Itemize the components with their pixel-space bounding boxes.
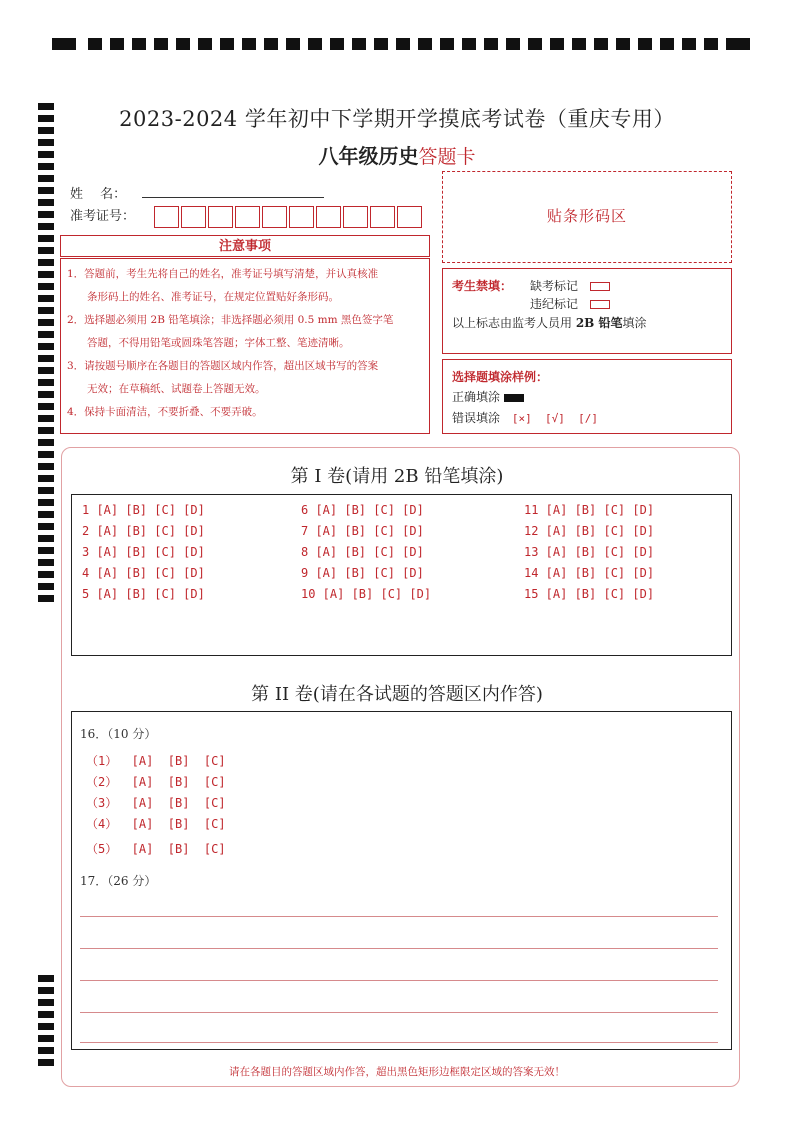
proctor-only-title: 考生禁填： <box>452 279 513 293</box>
timing-mark <box>38 235 54 242</box>
timing-mark <box>38 1023 54 1030</box>
question-16-sub-5[interactable]: （5） [A] [B] [C] <box>86 842 226 856</box>
timing-mark <box>38 547 54 554</box>
choice-question-12[interactable]: 12 [A] [B] [C] [D] <box>524 524 655 538</box>
timing-mark <box>38 319 54 326</box>
correct-fill-label: 正确填涂 <box>452 390 501 404</box>
timing-mark <box>638 38 652 50</box>
part1-answer-box <box>71 494 732 656</box>
answer-card-label: 答题卡 <box>418 146 476 168</box>
correct-fill-mark <box>504 394 524 402</box>
correct-fill-row <box>452 388 524 405</box>
timing-mark <box>462 38 476 50</box>
timing-mark <box>38 331 54 338</box>
answer-line[interactable] <box>80 1042 718 1043</box>
left-timing-marks-lower <box>38 975 54 1065</box>
timing-mark <box>330 38 344 50</box>
wrong-fill-row <box>452 409 598 426</box>
timing-mark <box>52 38 76 50</box>
proctor-note <box>452 314 647 331</box>
timing-mark <box>308 38 322 50</box>
exam-id-digit-box[interactable] <box>316 206 341 228</box>
subject-title <box>0 140 794 169</box>
proctor-note-text: 填涂 <box>622 316 647 330</box>
wrong-fill-marks: [×] [√] [/] <box>511 412 598 425</box>
footer-warning: 请在各题目的答题区域内作答，超出黑色矩形边框限定区域的答案无效！ <box>229 1066 565 1078</box>
answer-line[interactable] <box>80 916 718 917</box>
notice-item: 无效；在草稿纸、试题卷上答题无效。 <box>87 383 266 395</box>
timing-mark <box>38 259 54 266</box>
timing-mark <box>38 1047 54 1054</box>
timing-mark <box>38 499 54 506</box>
timing-mark <box>38 379 54 386</box>
timing-mark <box>38 559 54 566</box>
timing-mark <box>38 595 54 602</box>
timing-mark <box>38 175 54 182</box>
proctor-note-text: 以上标志由监考人员用 <box>452 316 576 330</box>
timing-mark <box>352 38 366 50</box>
fill-sample-title: 选择题填涂样例： <box>452 370 549 384</box>
top-timing-marks <box>52 38 752 52</box>
exam-id-digit-box[interactable] <box>343 206 368 228</box>
timing-mark <box>440 38 454 50</box>
proctor-only-box <box>442 268 732 354</box>
timing-mark <box>38 223 54 230</box>
timing-mark <box>88 38 102 50</box>
timing-mark <box>616 38 630 50</box>
exam-id-digit-box[interactable] <box>370 206 395 228</box>
timing-mark <box>38 355 54 362</box>
choice-question-14[interactable]: 14 [A] [B] [C] [D] <box>524 566 655 580</box>
timing-mark <box>660 38 674 50</box>
timing-mark <box>528 38 542 50</box>
choice-question-4[interactable]: 4 [A] [B] [C] [D] <box>82 566 205 580</box>
timing-mark <box>38 987 54 994</box>
exam-id-digit-box[interactable] <box>154 206 179 228</box>
name-label: 姓 名： <box>70 187 127 202</box>
timing-mark <box>550 38 564 50</box>
absent-mark-label: 缺考标记 <box>530 279 579 293</box>
timing-mark <box>154 38 168 50</box>
question-16-label: 16．（10 分） <box>80 727 157 741</box>
fill-sample-box <box>442 359 732 434</box>
timing-mark <box>38 999 54 1006</box>
timing-mark <box>38 1011 54 1018</box>
timing-mark <box>38 451 54 458</box>
exam-id-boxes[interactable] <box>154 206 424 228</box>
absent-mark-row <box>530 277 610 294</box>
notice-body <box>60 258 430 434</box>
part1-title: 第 I 卷(请用 2B 铅笔填涂) <box>290 466 504 487</box>
timing-mark <box>38 975 54 982</box>
timing-mark <box>38 343 54 350</box>
timing-mark <box>38 367 54 374</box>
timing-mark <box>418 38 432 50</box>
timing-mark <box>704 38 718 50</box>
choice-question-3[interactable]: 3 [A] [B] [C] [D] <box>82 545 205 559</box>
exam-id-digit-box[interactable] <box>181 206 206 228</box>
timing-mark <box>38 283 54 290</box>
timing-mark <box>38 295 54 302</box>
timing-mark <box>726 38 750 50</box>
exam-id-digit-box[interactable] <box>262 206 287 228</box>
answer-line[interactable] <box>80 1012 718 1013</box>
choice-question-8[interactable]: 8 [A] [B] [C] [D] <box>301 545 424 559</box>
notice-item: 3．请按题号顺序在各题目的答题区域内作答，超出区域书写的答案 <box>67 360 379 372</box>
timing-mark <box>286 38 300 50</box>
exam-id-digit-box[interactable] <box>289 206 314 228</box>
exam-id-digit-box[interactable] <box>397 206 422 228</box>
question-17-label: 17．（26 分） <box>80 874 157 888</box>
answer-line[interactable] <box>80 948 718 949</box>
proctor-note-bold: 2B 铅笔 <box>575 316 623 330</box>
timing-mark <box>242 38 256 50</box>
choice-question-9[interactable]: 9 [A] [B] [C] [D] <box>301 566 424 580</box>
timing-mark <box>38 583 54 590</box>
timing-mark <box>38 415 54 422</box>
timing-mark <box>264 38 278 50</box>
timing-mark <box>110 38 124 50</box>
timing-mark <box>594 38 608 50</box>
timing-mark <box>682 38 696 50</box>
question-16-sub-3[interactable]: （3） [A] [B] [C] <box>86 796 226 810</box>
exam-id-digit-box[interactable] <box>208 206 233 228</box>
violation-mark-row <box>530 295 610 312</box>
timing-mark <box>506 38 520 50</box>
choice-question-10[interactable]: 10 [A] [B] [C] [D] <box>301 587 432 601</box>
timing-mark <box>484 38 498 50</box>
wrong-fill-label: 错误填涂 <box>452 411 501 425</box>
timing-mark <box>38 523 54 530</box>
notice-item: 答题，不得用铅笔或圆珠笔答题；字体工整、笔迹清晰。 <box>87 337 350 349</box>
exam-id-digit-box[interactable] <box>235 206 260 228</box>
timing-mark <box>176 38 190 50</box>
choice-question-7[interactable]: 7 [A] [B] [C] [D] <box>301 524 424 538</box>
choice-question-2[interactable]: 2 [A] [B] [C] [D] <box>82 524 205 538</box>
question-16-sub-2[interactable]: （2） [A] [B] [C] <box>86 775 226 789</box>
notice-title: 注意事项 <box>60 235 430 257</box>
timing-mark <box>220 38 234 50</box>
absent-mark-box[interactable] <box>590 282 610 291</box>
left-timing-marks-upper <box>38 103 54 598</box>
barcode-area: 贴条形码区 <box>442 171 732 263</box>
timing-mark <box>38 487 54 494</box>
timing-mark <box>396 38 410 50</box>
timing-mark <box>38 211 54 218</box>
choice-question-11[interactable]: 11 [A] [B] [C] [D] <box>524 503 655 517</box>
timing-mark <box>38 247 54 254</box>
timing-mark <box>38 535 54 542</box>
name-input-line[interactable] <box>142 197 324 198</box>
timing-mark <box>132 38 146 50</box>
violation-mark-box[interactable] <box>590 300 610 309</box>
timing-mark <box>38 439 54 446</box>
notice-item: 1．答题前，考生先将自己的姓名，准考证号填写清楚，并认真核准 <box>67 268 379 280</box>
timing-mark <box>38 199 54 206</box>
part2-title: 第 II 卷(请在各试题的答题区内作答) <box>251 684 543 705</box>
timing-mark <box>38 403 54 410</box>
subject-name: 八年级历史 <box>318 144 419 168</box>
timing-mark <box>38 571 54 578</box>
timing-mark <box>38 187 54 194</box>
timing-mark <box>38 1035 54 1042</box>
choice-question-5[interactable]: 5 [A] [B] [C] [D] <box>82 587 205 601</box>
notice-item: 4．保持卡面清洁，不要折叠、不要弄破。 <box>67 406 263 418</box>
choice-question-1[interactable]: 1 [A] [B] [C] [D] <box>82 503 205 517</box>
choice-question-15[interactable]: 15 [A] [B] [C] [D] <box>524 587 655 601</box>
question-16-sub-4[interactable]: （4） [A] [B] [C] <box>86 817 226 831</box>
timing-mark <box>38 271 54 278</box>
timing-mark <box>38 511 54 518</box>
timing-mark <box>38 427 54 434</box>
timing-mark <box>572 38 586 50</box>
timing-mark <box>198 38 212 50</box>
timing-mark <box>38 307 54 314</box>
notice-item: 2．选择题必须用 2B 铅笔填涂；非选择题必须用 0.5 mm 黑色签字笔 <box>67 314 394 326</box>
answer-line[interactable] <box>80 980 718 981</box>
choice-question-13[interactable]: 13 [A] [B] [C] [D] <box>524 545 655 559</box>
timing-mark <box>374 38 388 50</box>
violation-mark-label: 违纪标记 <box>530 297 579 311</box>
exam-title: 2023-2024 学年初中下学期开学摸底考试卷（重庆专用） <box>119 107 675 131</box>
exam-id-label: 准考证号： <box>70 209 136 224</box>
timing-mark <box>38 391 54 398</box>
question-16-sub-1[interactable]: （1） [A] [B] [C] <box>86 754 226 768</box>
choice-question-6[interactable]: 6 [A] [B] [C] [D] <box>301 503 424 517</box>
notice-item: 条形码上的姓名、准考证号，在规定位置贴好条形码。 <box>87 291 339 303</box>
